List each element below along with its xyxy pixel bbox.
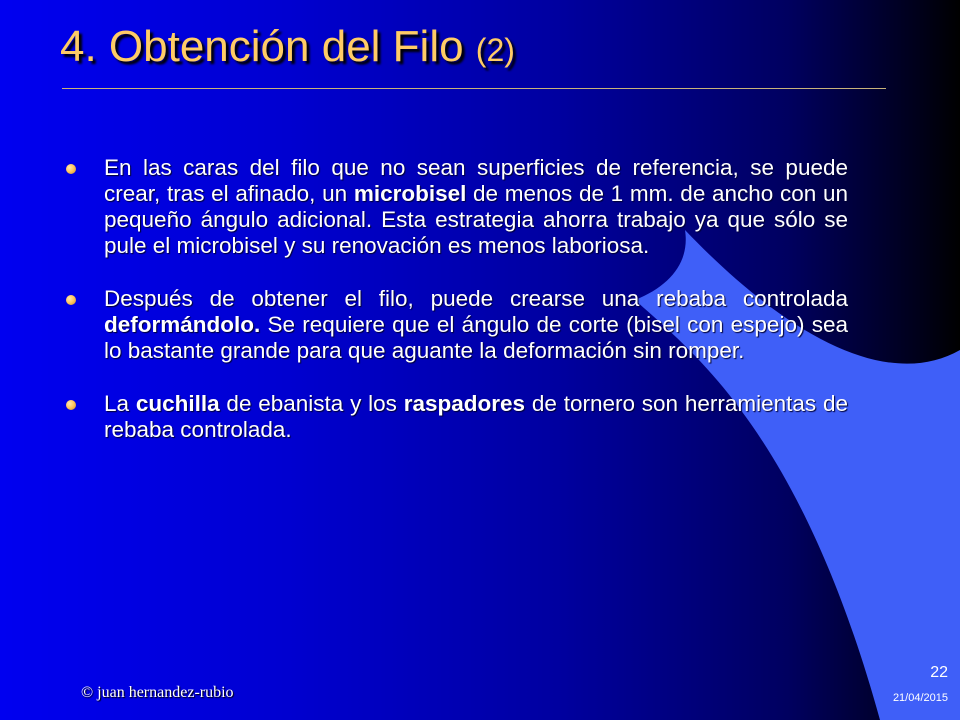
bullet-text-bold: raspadores	[403, 391, 526, 416]
title-underline	[62, 88, 886, 89]
slide-date: 21/04/2015	[892, 692, 948, 704]
bullet-text	[104, 391, 848, 443]
bullet-text-part: Después de obtener el filo, puede crearse una rebaba controlada	[104, 286, 848, 311]
bullet-text-bold: microbisel	[353, 181, 467, 206]
bullet-text	[104, 155, 848, 259]
title-suffix: (2)	[475, 32, 515, 68]
bullet-text-part: La	[104, 391, 136, 416]
bullet-text-part: En las caras del filo que no sean superficies de referencia, se puede crear, tras el afinado, un	[104, 155, 848, 206]
bullet-text-part: de ebanista y los	[219, 391, 404, 416]
bullet-item	[66, 391, 848, 443]
bullet-text-part: de tornero son herramientas de rebaba controlada.	[104, 391, 848, 442]
title-main: 4. Obtención del Filo	[60, 22, 464, 71]
page-number: 22	[930, 664, 948, 681]
bullet-text-bold: cuchilla	[135, 391, 220, 416]
bullet-text-part: de menos de 1 mm. de ancho con un pequeño ángulo adicional. Esta estrategia ahorra trabajo ya que sólo se pule el microbisel y su renovación es menos laboriosa.	[104, 181, 848, 258]
bullet-text	[104, 286, 848, 364]
slide-title	[60, 22, 515, 72]
bullet-item	[66, 286, 848, 364]
bullet-dot-icon	[66, 400, 76, 410]
copyright-text: © juan hernandez-rubio	[81, 684, 234, 701]
bullet-text-part: Se requiere que el ángulo de corte (bisel con espejo) sea lo bastante grande para que aguante la deformación sin romper.	[104, 312, 848, 363]
bullet-item	[66, 155, 848, 259]
bullet-text-bold: deformándolo.	[104, 312, 261, 337]
bullet-dot-icon	[66, 295, 76, 305]
bullet-dot-icon	[66, 164, 76, 174]
bullet-list	[66, 155, 848, 470]
